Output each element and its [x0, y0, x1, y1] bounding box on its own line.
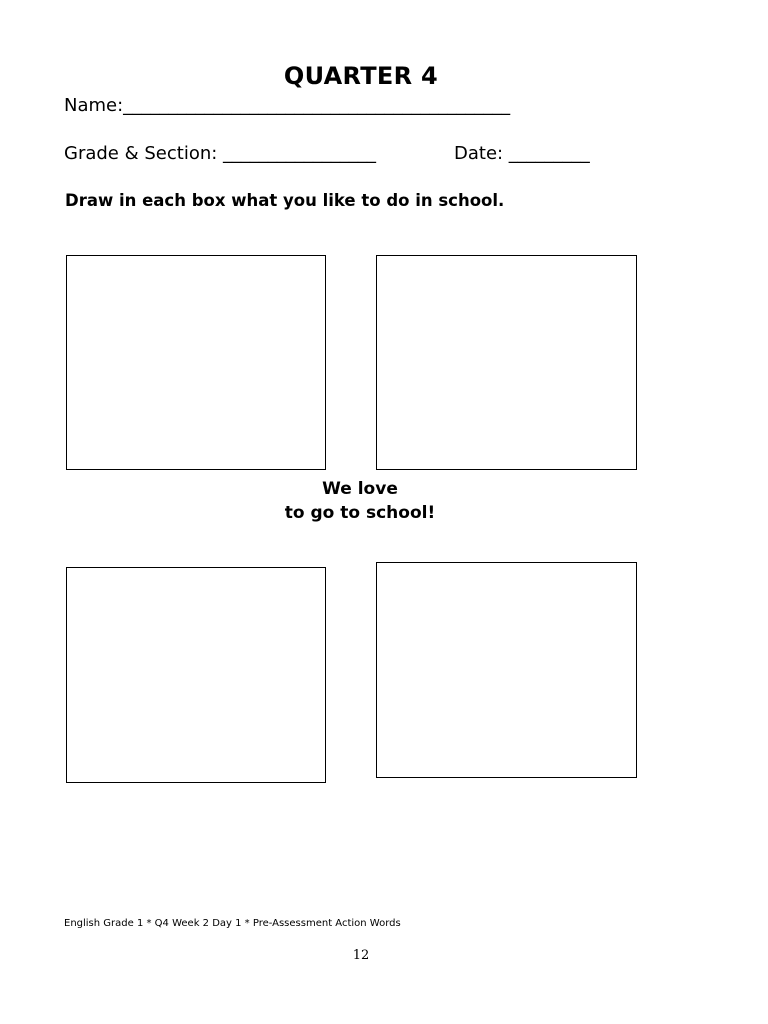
name-field: Name:___________________________________________: [64, 95, 511, 116]
page-number: 12: [352, 948, 370, 963]
footer-note: English Grade 1 * Q4 Week 2 Day 1 * Pre-Assessment Action Words: [64, 918, 401, 929]
drawing-box-bottom-right: [376, 562, 637, 778]
center-message-line-1: We love: [322, 479, 398, 499]
grade-section-field: Grade & Section: _________________: [64, 143, 377, 164]
center-message-line-2: to go to school!: [284, 503, 436, 523]
drawing-box-top-right: [376, 255, 637, 470]
instruction-text: Draw in each box what you like to do in school.: [65, 191, 505, 210]
drawing-box-bottom-left: [66, 567, 326, 783]
page-title: QUARTER 4: [283, 62, 439, 90]
drawing-box-top-left: [66, 255, 326, 470]
date-field: Date: _________: [454, 143, 590, 164]
